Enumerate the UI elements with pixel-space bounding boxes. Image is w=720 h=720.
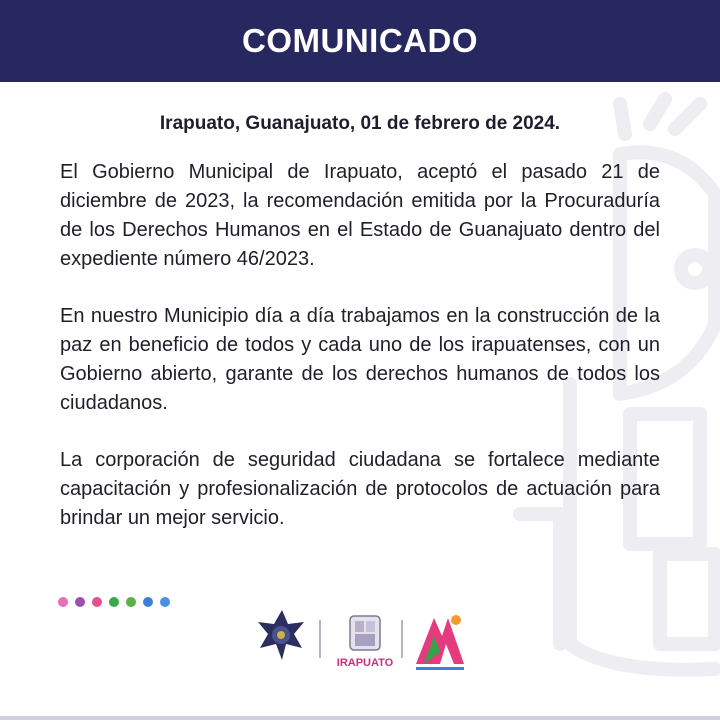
dateline: Irapuato, Guanajuato, 01 de febrero de 2024.	[159, 113, 561, 134]
header-banner	[0, 0, 720, 82]
communique-body	[60, 112, 660, 561]
color-dot	[126, 597, 136, 607]
color-dot	[58, 597, 68, 607]
paragraph-2: En nuestro Municipio día a día trabajamos en la construcción de la paz en beneficio de todos y cada uno de los irapuatenses, con un Gobierno abierto, garante de los derechos humanos de todos los ciudadanos.	[60, 305, 660, 414]
bottom-edge	[0, 716, 720, 720]
paragraph-3: La corporación de seguridad ciudadana se fortalece mediante capacitación y profesionalización de protocolos de actuación para brindar un mejor servicio.	[60, 449, 660, 529]
color-dot	[160, 597, 170, 607]
color-dot	[109, 597, 119, 607]
police-badge-icon	[258, 610, 304, 660]
color-dot	[75, 597, 85, 607]
administration-logo-icon	[416, 615, 464, 670]
color-dots	[58, 597, 170, 607]
municipal-shield-icon	[350, 616, 380, 650]
color-dot	[143, 597, 153, 607]
municipal-name: IRAPUATO	[336, 657, 394, 669]
logos-footer	[256, 606, 486, 676]
color-dot	[92, 597, 102, 607]
page-title: COMUNICADO	[242, 22, 478, 59]
paragraph-1: El Gobierno Municipal de Irapuato, aceptó el pasado 21 de diciembre de 2023, la recomendación emitida por la Procuraduría de los Derechos Humanos en el Estado de Guanajuato dentro del expediente número 46/2023.	[60, 161, 660, 270]
